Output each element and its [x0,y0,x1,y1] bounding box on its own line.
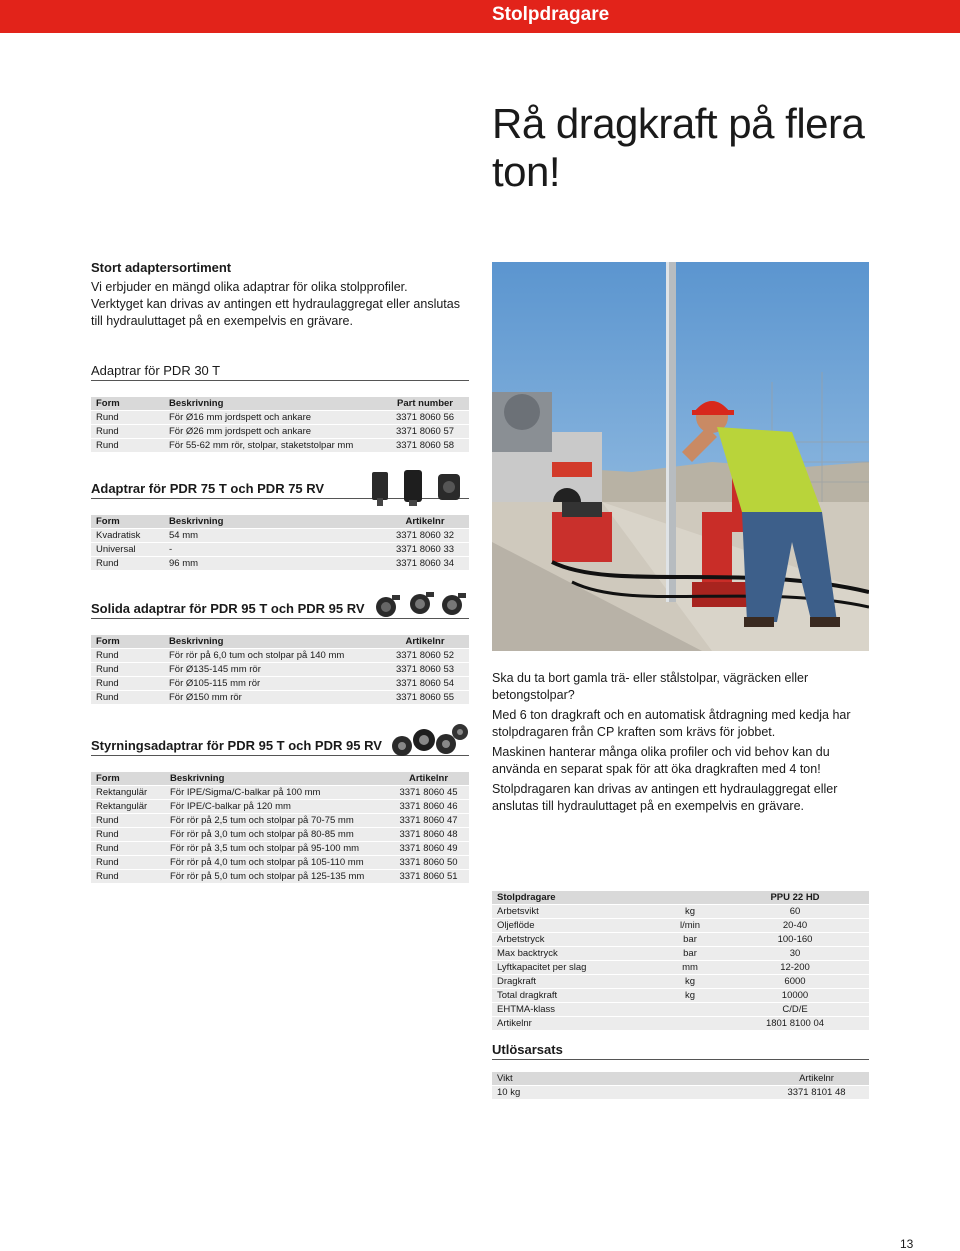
table-cell: Arbetstryck [492,933,659,946]
table-row [91,663,469,676]
table-cell: mm [659,961,721,974]
column-header: Form [91,515,164,528]
table-cell: För rör på 3,0 tum och stolpar på 80-85 mm [165,828,388,841]
section-title-pdr30: Adaptrar för PDR 30 T [91,363,221,378]
table-cell: 100-160 [721,933,869,946]
table-cell: Rund [91,425,164,438]
column-header: Beskrivning [164,635,381,648]
table-cell: Total dragkraft [492,989,659,1002]
table-row [91,870,469,883]
table-cell: Rund [91,439,164,452]
table-cell: 3371 8060 53 [381,663,469,676]
table-cell: För rör på 4,0 tum och stolpar på 105-110 mm [165,856,388,869]
table-cell: 3371 8060 34 [381,557,469,570]
table-cell: 3371 8060 57 [381,425,469,438]
table-cell: 3371 8060 48 [388,828,469,841]
table-cell: Oljeflöde [492,919,659,932]
table-row [91,800,469,813]
section-title-styrning: Styrningsadaptrar för PDR 95 T och PDR 95 RV [91,738,382,753]
table-cell: 3371 8060 55 [381,691,469,704]
table-pdr75 [91,514,469,571]
column-header: Artikelnr [381,515,469,528]
table-cell: 3371 8060 32 [381,529,469,542]
column-header: PPU 22 HD [721,891,869,904]
header-title: Stolpdragare [492,4,610,25]
page-number: 13 [900,1237,914,1251]
table-cell: För rör på 6,0 tum och stolpar på 140 mm [164,649,381,662]
table-row [91,649,469,662]
table-cell: Rund [91,828,165,841]
table-cell: Rund [91,856,165,869]
table-row [492,919,869,932]
table-cell: 3371 8060 50 [388,856,469,869]
table-cell: Arbetsvikt [492,905,659,918]
table-cell: 1801 8100 04 [721,1017,869,1030]
table-row [492,975,869,988]
table-cell: Rektangulär [91,786,165,799]
table-cell: För rör på 3,5 tum och stolpar på 95-100 mm [165,842,388,855]
table-row [91,557,469,570]
column-header: Vikt [492,1072,764,1085]
column-header: Beskrivning [165,772,388,785]
table-cell: Rund [91,814,165,827]
table-cell: 96 mm [164,557,381,570]
table-cell: 3371 8060 47 [388,814,469,827]
table-row [91,842,469,855]
table-row [492,947,869,960]
section-rule [492,1059,869,1060]
table-cell: För Ø105-115 mm rör [164,677,381,690]
table-cell: 3371 8060 54 [381,677,469,690]
table-cell: För Ø26 mm jordspett och ankare [164,425,381,438]
section-title-pdr95: Solida adaptrar för PDR 95 T och PDR 95 RV [91,601,365,616]
table-cell: För Ø135-145 mm rör [164,663,381,676]
column-header: Part number [381,397,469,410]
table-cell: 3371 8060 33 [381,543,469,556]
table-cell: Rund [91,557,164,570]
table-cell: 10 kg [492,1086,764,1099]
section-title-pdr75: Adaptrar för PDR 75 T och PDR 75 RV [91,481,325,496]
worker-photo-illustration [492,262,869,651]
table-cell: 3371 8060 51 [388,870,469,883]
table-cell: 3371 8060 56 [381,411,469,424]
table-cell: Universal [91,543,164,556]
table-row [492,1086,869,1099]
table-pdr95 [91,634,469,705]
table-cell: C/D/E [721,1003,869,1016]
column-header: Artikelnr [388,772,469,785]
table-cell: - [164,543,381,556]
table-cell: För Ø150 mm rör [164,691,381,704]
table-styrning [91,771,469,884]
table-cell: Rund [91,411,164,424]
table-cell: Artikelnr [492,1017,659,1030]
right-description [492,670,868,818]
table-cell: 54 mm [164,529,381,542]
table-cell: Kvadratisk [91,529,164,542]
table-cell: 30 [721,947,869,960]
table-cell: 3371 8060 58 [381,439,469,452]
pdr95-adapters-image [372,589,468,621]
table-row [91,786,469,799]
paragraph: Maskinen hanterar många olika profiler och vid behov kan du använda en separat spak för att öka dragkraften med 4 ton! [492,745,830,776]
column-header: Artikelnr [764,1072,869,1085]
table-cell: 3371 8060 46 [388,800,469,813]
table-cell: Rund [91,691,164,704]
table-cell: Rund [91,842,165,855]
table-cell: Dragkraft [492,975,659,988]
table-row [91,425,469,438]
table-cell: För rör på 2,5 tum och stolpar på 70-75 mm [165,814,388,827]
table-cell: Rund [91,870,165,883]
table-cell [659,1003,721,1016]
column-header: Form [91,397,164,410]
styrning-adapters-image [390,722,470,762]
table-row [492,1017,869,1030]
table-cell: För 55-62 mm rör, stolpar, staketstolpar mm [164,439,381,452]
table-cell: 10000 [721,989,869,1002]
table-row [492,989,869,1002]
section-title-utlosarsats: Utlösarsats [492,1042,563,1057]
table-cell: Rund [91,677,164,690]
table-row [492,961,869,974]
column-header: Beskrivning [164,397,381,410]
table-cell: 3371 8101 48 [764,1086,869,1099]
paragraph: Ska du ta bort gamla trä- eller stålstolpar, vägräcken eller betongstolpar? [492,671,809,702]
table-row [91,529,469,542]
table-cell: 12-200 [721,961,869,974]
table-cell: 20-40 [721,919,869,932]
table-cell: Rund [91,663,164,676]
table-pdr30 [91,396,469,453]
table-row [91,856,469,869]
table-cell: 3371 8060 45 [388,786,469,799]
table-cell: 6000 [721,975,869,988]
table-cell: För rör på 5,0 tum och stolpar på 125-135 mm [165,870,388,883]
column-header: Form [91,635,164,648]
table-cell: EHTMA-klass [492,1003,659,1016]
intro-title: Stort adaptersortiment [91,260,232,275]
column-header: Stolpdragare [492,891,659,904]
table-cell: kg [659,905,721,918]
table-row [492,933,869,946]
table-row [91,677,469,690]
table-row [91,439,469,452]
table-row [91,543,469,556]
table-row [91,691,469,704]
table-cell: kg [659,975,721,988]
table-row [492,905,869,918]
table-specs [492,890,869,1031]
table-cell: 60 [721,905,869,918]
intro-text: Vi erbjuder en mängd olika adaptrar för olika stolpprofiler. Verktyget kan drivas av antingen ett hydraulaggregat eller anslutas till hydrauluttaget på en exempelvis en grävare. [91,280,460,328]
table-cell: För IPE/Sigma/C-balkar på 100 mm [165,786,388,799]
page-headline: Rå dragkraft på flera ton! [492,100,865,195]
table-row [91,411,469,424]
table-cell [659,1017,721,1030]
table-cell: För IPE/C-balkar på 120 mm [165,800,388,813]
column-header: Form [91,772,165,785]
table-cell: 3371 8060 49 [388,842,469,855]
table-row [492,1003,869,1016]
table-cell: l/min [659,919,721,932]
table-cell: Rektangulär [91,800,165,813]
column-header [659,891,721,904]
table-cell: För Ø16 mm jordspett och ankare [164,411,381,424]
table-row [91,814,469,827]
table-row [91,828,469,841]
column-header: Beskrivning [164,515,381,528]
worker-photo [492,262,869,651]
table-cell: Rund [91,649,164,662]
section-rule [91,380,469,381]
column-header: Artikelnr [381,635,469,648]
table-cell: 3371 8060 52 [381,649,469,662]
table-utlosarsats [492,1071,869,1100]
table-cell: bar [659,933,721,946]
paragraph: Stolpdragaren kan drivas av antingen ett hydraulaggregat eller anslutas till hydrauluttaget på en exempelvis en grävare. [492,782,838,813]
paragraph: Med 6 ton dragkraft och en automatisk åtdragning med kedja har stolpdragaren från CP kraften som krävs för jobbet. [492,708,851,739]
table-cell: Lyftkapacitet per slag [492,961,659,974]
table-cell: kg [659,989,721,1002]
table-cell: bar [659,947,721,960]
header-bar [0,0,960,33]
table-cell: Max backtryck [492,947,659,960]
pdr75-adapters-image [368,468,468,508]
